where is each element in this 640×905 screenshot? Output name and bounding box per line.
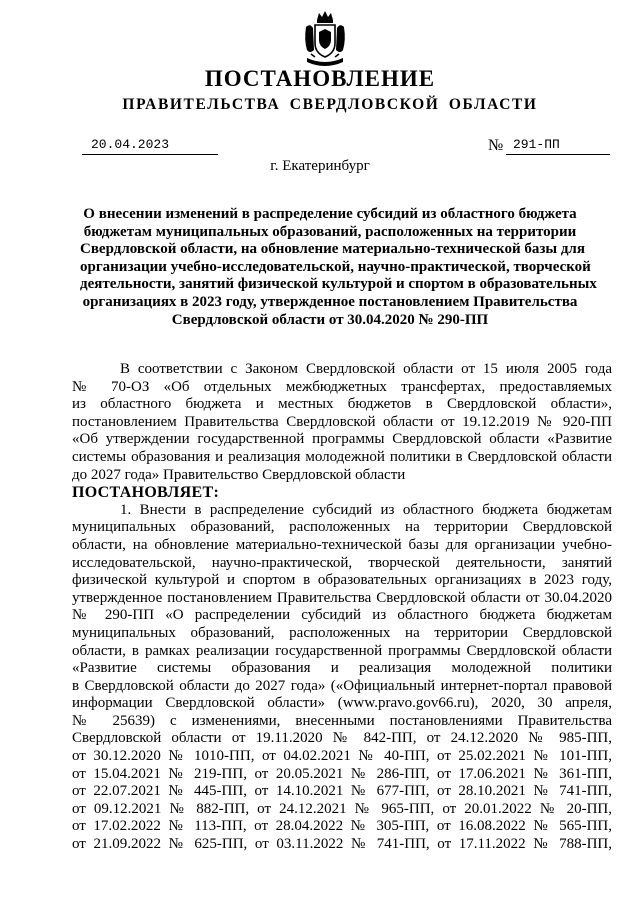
coat-of-arms-emblem (303, 10, 347, 70)
text-line: из областного бюджета и местных бюджетов в Свердловской области», (72, 396, 612, 413)
text-line: Свердловской области от 19.11.2020 № 842-ПП, от 24.12.2020 № 985-ПП, (72, 730, 612, 747)
date-underline (82, 154, 218, 155)
number-underline (506, 154, 610, 155)
text-line: области, в рамках реализации государственной программы Свердловской области (72, 642, 612, 659)
document-date: 20.04.2023 (91, 137, 170, 152)
issuing-authority: ПРАВИТЕЛЬСТВА СВЕРДЛОВСКОЙ ОБЛАСТИ (122, 96, 538, 113)
preamble-paragraph (72, 361, 612, 484)
text-line: в Свердловской области до 2027 года» («Официальный интернет-портал правовой (72, 677, 612, 694)
text-line: информации Свердловской области» (www.pravo.gov66.ru), 2020, 30 апреля, (72, 695, 612, 712)
document-title: ПОСТАНОВЛЕНИЕ (204, 66, 436, 91)
heading-line: Свердловской области от 30.04.2020 № 290-ПП (171, 311, 489, 328)
decree-word: ПОСТАНОВЛЯЕТ: (72, 484, 220, 502)
heading-line: Свердловской области, на обновление материально-технической базы для (80, 241, 585, 258)
text-line: области, на обновление материально-технической базы для организации учебно- (72, 536, 612, 553)
text-line: постановлением Правительства Свердловской области от 19.12.2019 № 920-ПП (72, 413, 612, 430)
heading-line: О внесении изменений в распределение субсидий из областного бюджета (83, 206, 577, 222)
text-line: системы образования и реализация молодежной политики в Свердловской области (72, 448, 612, 465)
heading-line: организации учебно-исследовательской, научно-практической, творческой (80, 258, 591, 275)
text-line: муниципальных образований, расположенных на территории Свердловской (72, 624, 612, 641)
heading-line: организациях в 2023 году, утвержденное постановлением Правительства (82, 293, 578, 310)
text-line: от 22.07.2021 № 445-ПП, от 14.10.2021 № 677-ПП, от 28.10.2021 № 741-ПП, (72, 783, 612, 800)
number-sign: № (488, 137, 504, 154)
heading-line: бюджетам муниципальных образований, расположенных на территории (83, 223, 577, 240)
text-line: № 25639) с изменениями, внесенными постановлениями Правительства (72, 712, 612, 729)
city: г. Екатеринбург (270, 158, 370, 174)
text-line: от 09.12.2021 № 882-ПП, от 24.12.2021 № 965-ПП, от 20.01.2022 № 20-ПП, (72, 800, 612, 817)
text-line: от 21.09.2022 № 625-ПП, от 03.11.2022 № 741-ПП, от 17.11.2022 № 788-ПП, (72, 836, 612, 853)
text-line: исследовательской, научно-практической, творческой деятельности, занятий (72, 554, 612, 571)
item-1-paragraph (72, 502, 612, 854)
heading-line: деятельности, занятий физической культурой и спортом в образовательных (80, 276, 597, 293)
text-line: муниципальных образований, расположенных на территории Свердловской (72, 519, 612, 536)
text-line: «Развитие системы образования и реализация молодежной политики (72, 660, 612, 677)
text-line: 1. Внести в распределение субсидий из областного бюджета бюджетам (120, 501, 612, 518)
text-line: до 2027 года» Правительство Свердловской области (72, 466, 406, 483)
document-heading (80, 206, 597, 329)
document-number: 291-ПП (513, 137, 560, 152)
text-line: № 70-ОЗ «Об отдельных межбюджетных трансфертах, предоставляемых (72, 378, 612, 395)
text-line: В соответствии с Законом Свердловской области от 15 июля 2005 года (120, 361, 612, 377)
document-body (72, 361, 612, 854)
text-line: от 17.02.2022 № 113-ПП, от 28.04.2022 № 305-ПП, от 16.08.2022 № 565-ПП, (72, 818, 612, 835)
text-line: от 30.12.2020 № 1010-ПП, от 04.02.2021 № 40-ПП, от 25.02.2021 № 101-ПП, (72, 748, 612, 765)
text-line: от 15.04.2021 № 219-ПП, от 20.05.2021 № 286-ПП, от 17.06.2021 № 361-ПП, (72, 765, 612, 782)
text-line: утвержденное постановлением Правительства Свердловской области от 30.04.2020 (72, 589, 612, 606)
text-line: «Об утверждении государственной программы Свердловской области «Развитие (72, 431, 612, 448)
text-line: № 290-ПП «О распределении субсидий из областного бюджета бюджетам (72, 607, 612, 624)
text-line: физической культурой и спортом в образовательных организациях в 2023 году, (72, 572, 612, 589)
